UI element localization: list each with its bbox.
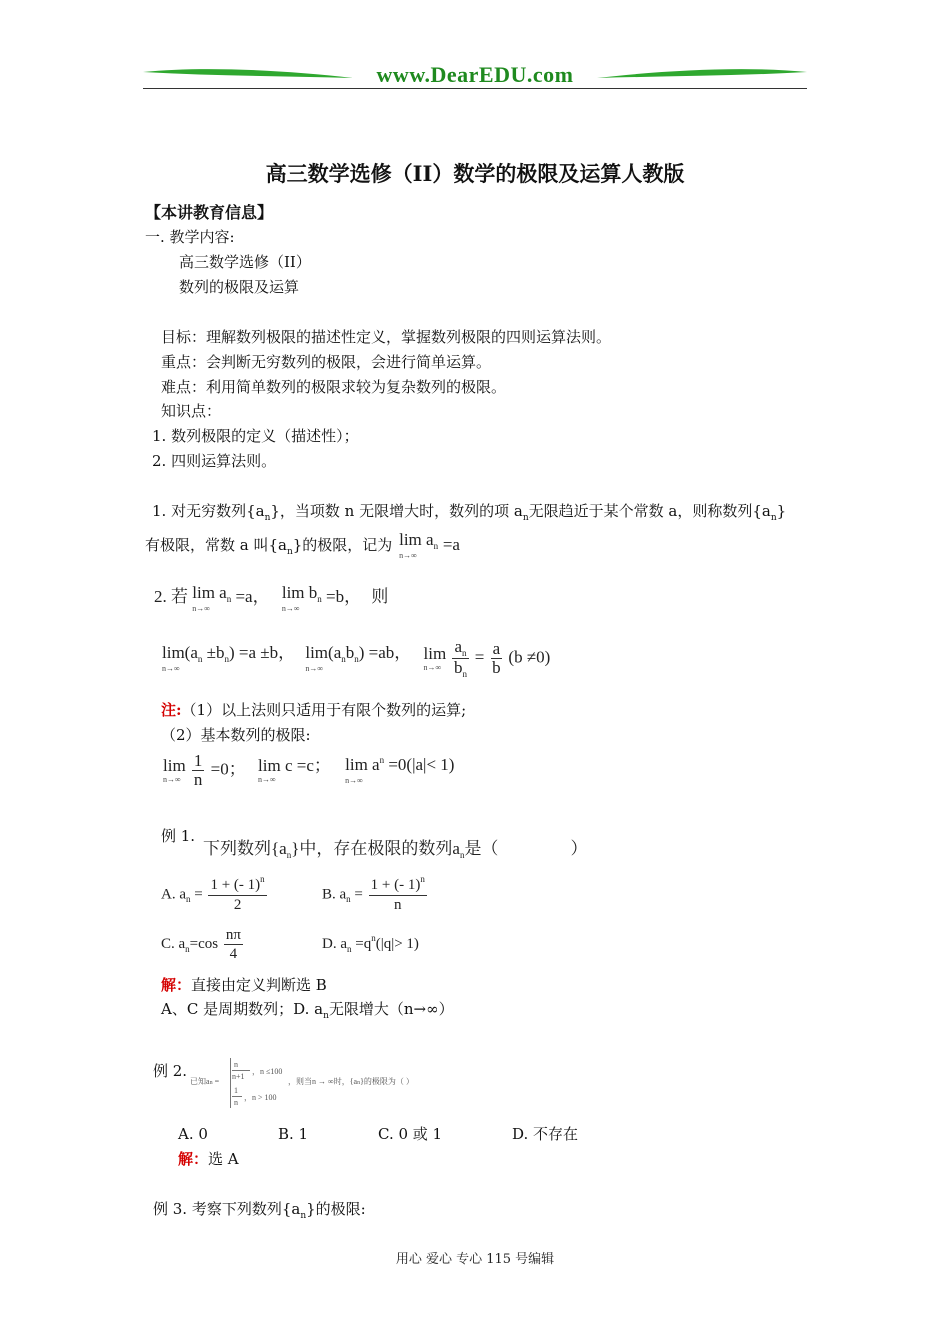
- knowledge-label: 知识点：: [161, 402, 222, 420]
- intro-line-1: 高三数学选修（II）: [179, 253, 311, 271]
- example-1-solution: 解：直接由定义判断选 B: [161, 976, 327, 994]
- example-2-label: 例 2.: [153, 1062, 188, 1080]
- example-1-option-a: A. $a_n$ = $\frac{1 + (- 1)^n}{2}$: [161, 874, 265, 913]
- example-2-given: 已知an = n n+1 ，n ≤100 1 n ，n > 100 ，则当n → ∞时，{an}的极限为（ ）: [190, 1060, 414, 1107]
- header-swoosh-left: [143, 64, 353, 86]
- difficulty-line: 难点：利用简单数列的极限求较为复杂数列的极限。: [161, 378, 507, 396]
- knowledge-item-1: 1. 数列极限的定义（描述性）；: [152, 427, 359, 445]
- page-footer: 用心 爱心 专心 115 号编辑: [395, 1252, 555, 1267]
- knowledge-item-2: 2. 四则运算法则。: [152, 452, 277, 470]
- rule-2-operations: $\lim(a_n \pm b_n) =a \pm b$， n→∞ $\lim(a_nb_n) =ab$， n→∞ lim n→∞ $\frac{a_n}{b_n}$ = $\frac{a}{b}$ (b ≠0): [162, 637, 551, 679]
- example-1-option-c: C. $a_n=\cos$ $\frac{n\pi}{4}$: [161, 927, 241, 962]
- example-2-option-a: A. 0: [178, 1125, 208, 1143]
- example-1-question: 下列数列$\{a_n\}$中，存在极限的数列$a_n$是（ ）: [203, 839, 588, 860]
- goal-line: 目标：理解数列极限的描述性定义，掌握数列极限的四则运算法则。: [161, 328, 612, 346]
- rule-2-premise: 2. 若 $\lim a_n$ n→∞ =a， $\lim b_n$ n→∞ =b， 则: [154, 582, 389, 613]
- definition-line-2: 有极限，常数 a 叫$\{a_n\}$的极限，记为 $\lim a_n$ n→∞ =a: [145, 530, 460, 560]
- header-banner: [143, 62, 807, 92]
- intro-line-2: 数列的极限及运算: [179, 278, 300, 296]
- section-heading: 【本讲教育信息】: [145, 203, 274, 222]
- basic-limits: lim n→∞ $\frac{1}{n}$ =0； lim c =c； n→∞ $\lim a^n =0(|a|< 1)$ n→∞: [163, 751, 455, 789]
- example-1-solution-2: A、C 是周期数列；D. $a_n$无限增大（n→∞）: [161, 1000, 454, 1021]
- example-1-label: 例 1.: [161, 827, 196, 845]
- example-2-option-b: B. 1: [278, 1125, 309, 1143]
- definition-line-1: 1. 对无穷数列$\{a_n\}$，当项数 n 无限增大时，数列的项 $a_n$无限趋近于某个常数 a，则称数列$\{a_n\}$: [152, 502, 787, 523]
- note-line-2: （2）基本数列的极限:: [161, 726, 311, 744]
- note-line-1: 注:（1）以上法则只适用于有限个数列的运算;: [161, 701, 467, 719]
- example-3-label: 例 3. 考察下列数列$\{a_n\}$的极限:: [153, 1200, 366, 1221]
- page-title: 高三数学选修（II）数学的极限及运算人教版: [265, 161, 685, 186]
- key-line: 重点：会判断无穷数列的极限，会进行简单运算。: [161, 353, 492, 371]
- intro-label: 一. 教学内容:: [145, 228, 235, 246]
- header-rule: [143, 88, 807, 89]
- example-1-option-d: D. $a_n =q^n(|q|> 1)$: [322, 933, 419, 954]
- example-2-solution: 解：选 A: [178, 1150, 239, 1168]
- example-1-option-b: B. $a_n$ = $\frac{1 + (- 1)^n}{n}$: [322, 874, 425, 913]
- header-swoosh-right: [597, 64, 807, 86]
- example-2-option-d: D. 不存在: [512, 1125, 579, 1143]
- example-2-option-c: C. 0 或 1: [378, 1125, 443, 1143]
- site-logo: www.DearEDU.com: [376, 62, 574, 87]
